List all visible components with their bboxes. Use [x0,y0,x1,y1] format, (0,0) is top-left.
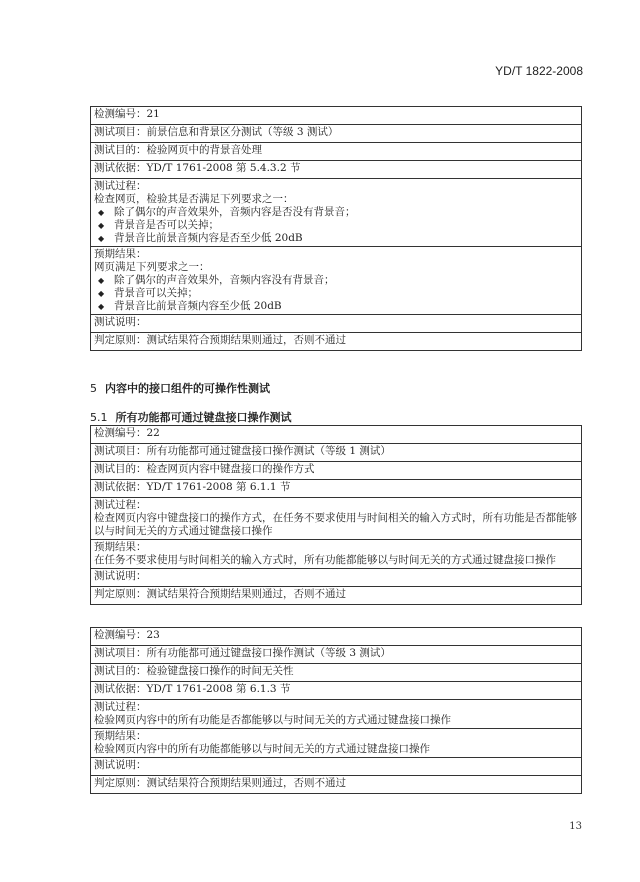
diamond-bullet-icon: ◆ [98,302,105,311]
test-purpose: 测试目的：检验网页中的背景音处理 [91,143,582,161]
test-note: 测试说明： [91,315,582,333]
expected-intro: 网页满足下列要求之一： [94,261,210,273]
expected-text: 检验网页内容中的所有功能都能够以与时间无关的方式通过键盘接口操作 [94,743,430,755]
diamond-bullet-icon: ◆ [98,221,105,230]
expected-title: 预期结果： [94,541,147,553]
process-intro: 检查网页，检验其是否满足下列要求之一： [94,193,294,205]
expected-title: 预期结果： [94,730,147,742]
test-id: 检测编号：21 [91,107,582,125]
test-item: 测试项目：所有功能都可通过键盘接口操作测试（等级 1 测试） [91,444,582,462]
list-item: ◆ 背景音比前景音频内容至少低 20dB [98,300,282,312]
expected-text: 在任务不要求使用与时间相关的输入方式时，所有功能都能够以与时间无关的方式通过键盘接口操作 [94,554,556,566]
diamond-bullet-icon: ◆ [98,289,105,298]
diamond-bullet-icon: ◆ [98,208,105,217]
test-case-table-21 [90,106,582,351]
list-item: ◆ 背景音比前景音频内容是否至少低 20dB [98,232,303,244]
process-title: 测试过程： [94,701,147,713]
test-case-table-22 [90,425,582,605]
list-item: ◆ 除了偶尔的声音效果外，音频内容没有背景音； [98,274,335,286]
process-text: 检查网页内容中键盘接口的操作方式，在任务不要求使用与时间相关的输入方式时，所有功能是否都能够以与时间无关的方式通过键盘接口操作 [94,512,577,537]
test-basis: 测试依据：YD/T 1761-2008 第 6.1.3 节 [91,682,582,700]
test-process [91,700,582,729]
diamond-bullet-icon: ◆ [98,234,105,243]
test-process [91,498,582,540]
judgement-rule: 判定原则：测试结果符合预期结果则通过，否则不通过 [91,776,582,794]
test-process [91,179,582,247]
list-item: ◆ 背景音可以关掉； [98,287,198,299]
process-title: 测试过程： [94,180,147,192]
test-purpose: 测试目的：检验键盘接口操作的时间无关性 [91,664,582,682]
expected-title: 预期结果： [94,248,147,260]
test-note: 测试说明： [91,758,582,776]
test-note: 测试说明： [91,569,582,587]
diamond-bullet-icon: ◆ [98,276,105,285]
list-item: ◆ 背景音是否可以关掉； [98,219,219,231]
expected-result [91,540,582,569]
list-item: ◆ 除了偶尔的声音效果外，音频内容是否没有背景音； [98,206,356,218]
process-title: 测试过程： [94,499,147,511]
expected-result [91,729,582,758]
judgement-rule: 判定原则：测试结果符合预期结果则通过，否则不通过 [91,587,582,605]
standard-code: YD/T 1822-2008 [495,64,583,78]
section-heading-5-1: 5.1 所有功能都可通过键盘接口操作测试 [90,411,292,424]
expected-result [91,247,582,315]
test-basis: 测试依据：YD/T 1761-2008 第 5.4.3.2 节 [91,161,582,179]
section-heading-5: 5 内容中的接口组件的可操作性测试 [90,382,270,395]
test-id: 检测编号：23 [91,628,582,646]
test-purpose: 测试目的：检查网页内容中键盘接口的操作方式 [91,462,582,480]
test-basis: 测试依据：YD/T 1761-2008 第 6.1.1 节 [91,480,582,498]
test-item: 测试项目：所有功能都可通过键盘接口操作测试（等级 3 测试） [91,646,582,664]
test-item: 测试项目：前景信息和背景区分测试（等级 3 测试） [91,125,582,143]
process-text: 检验网页内容中的所有功能是否都能够以与时间无关的方式通过键盘接口操作 [94,714,451,726]
judgement-rule: 判定原则：测试结果符合预期结果则通过，否则不通过 [91,333,582,351]
test-case-table-23 [90,627,582,794]
test-id: 检测编号：22 [91,426,582,444]
page-number: 13 [569,821,582,832]
